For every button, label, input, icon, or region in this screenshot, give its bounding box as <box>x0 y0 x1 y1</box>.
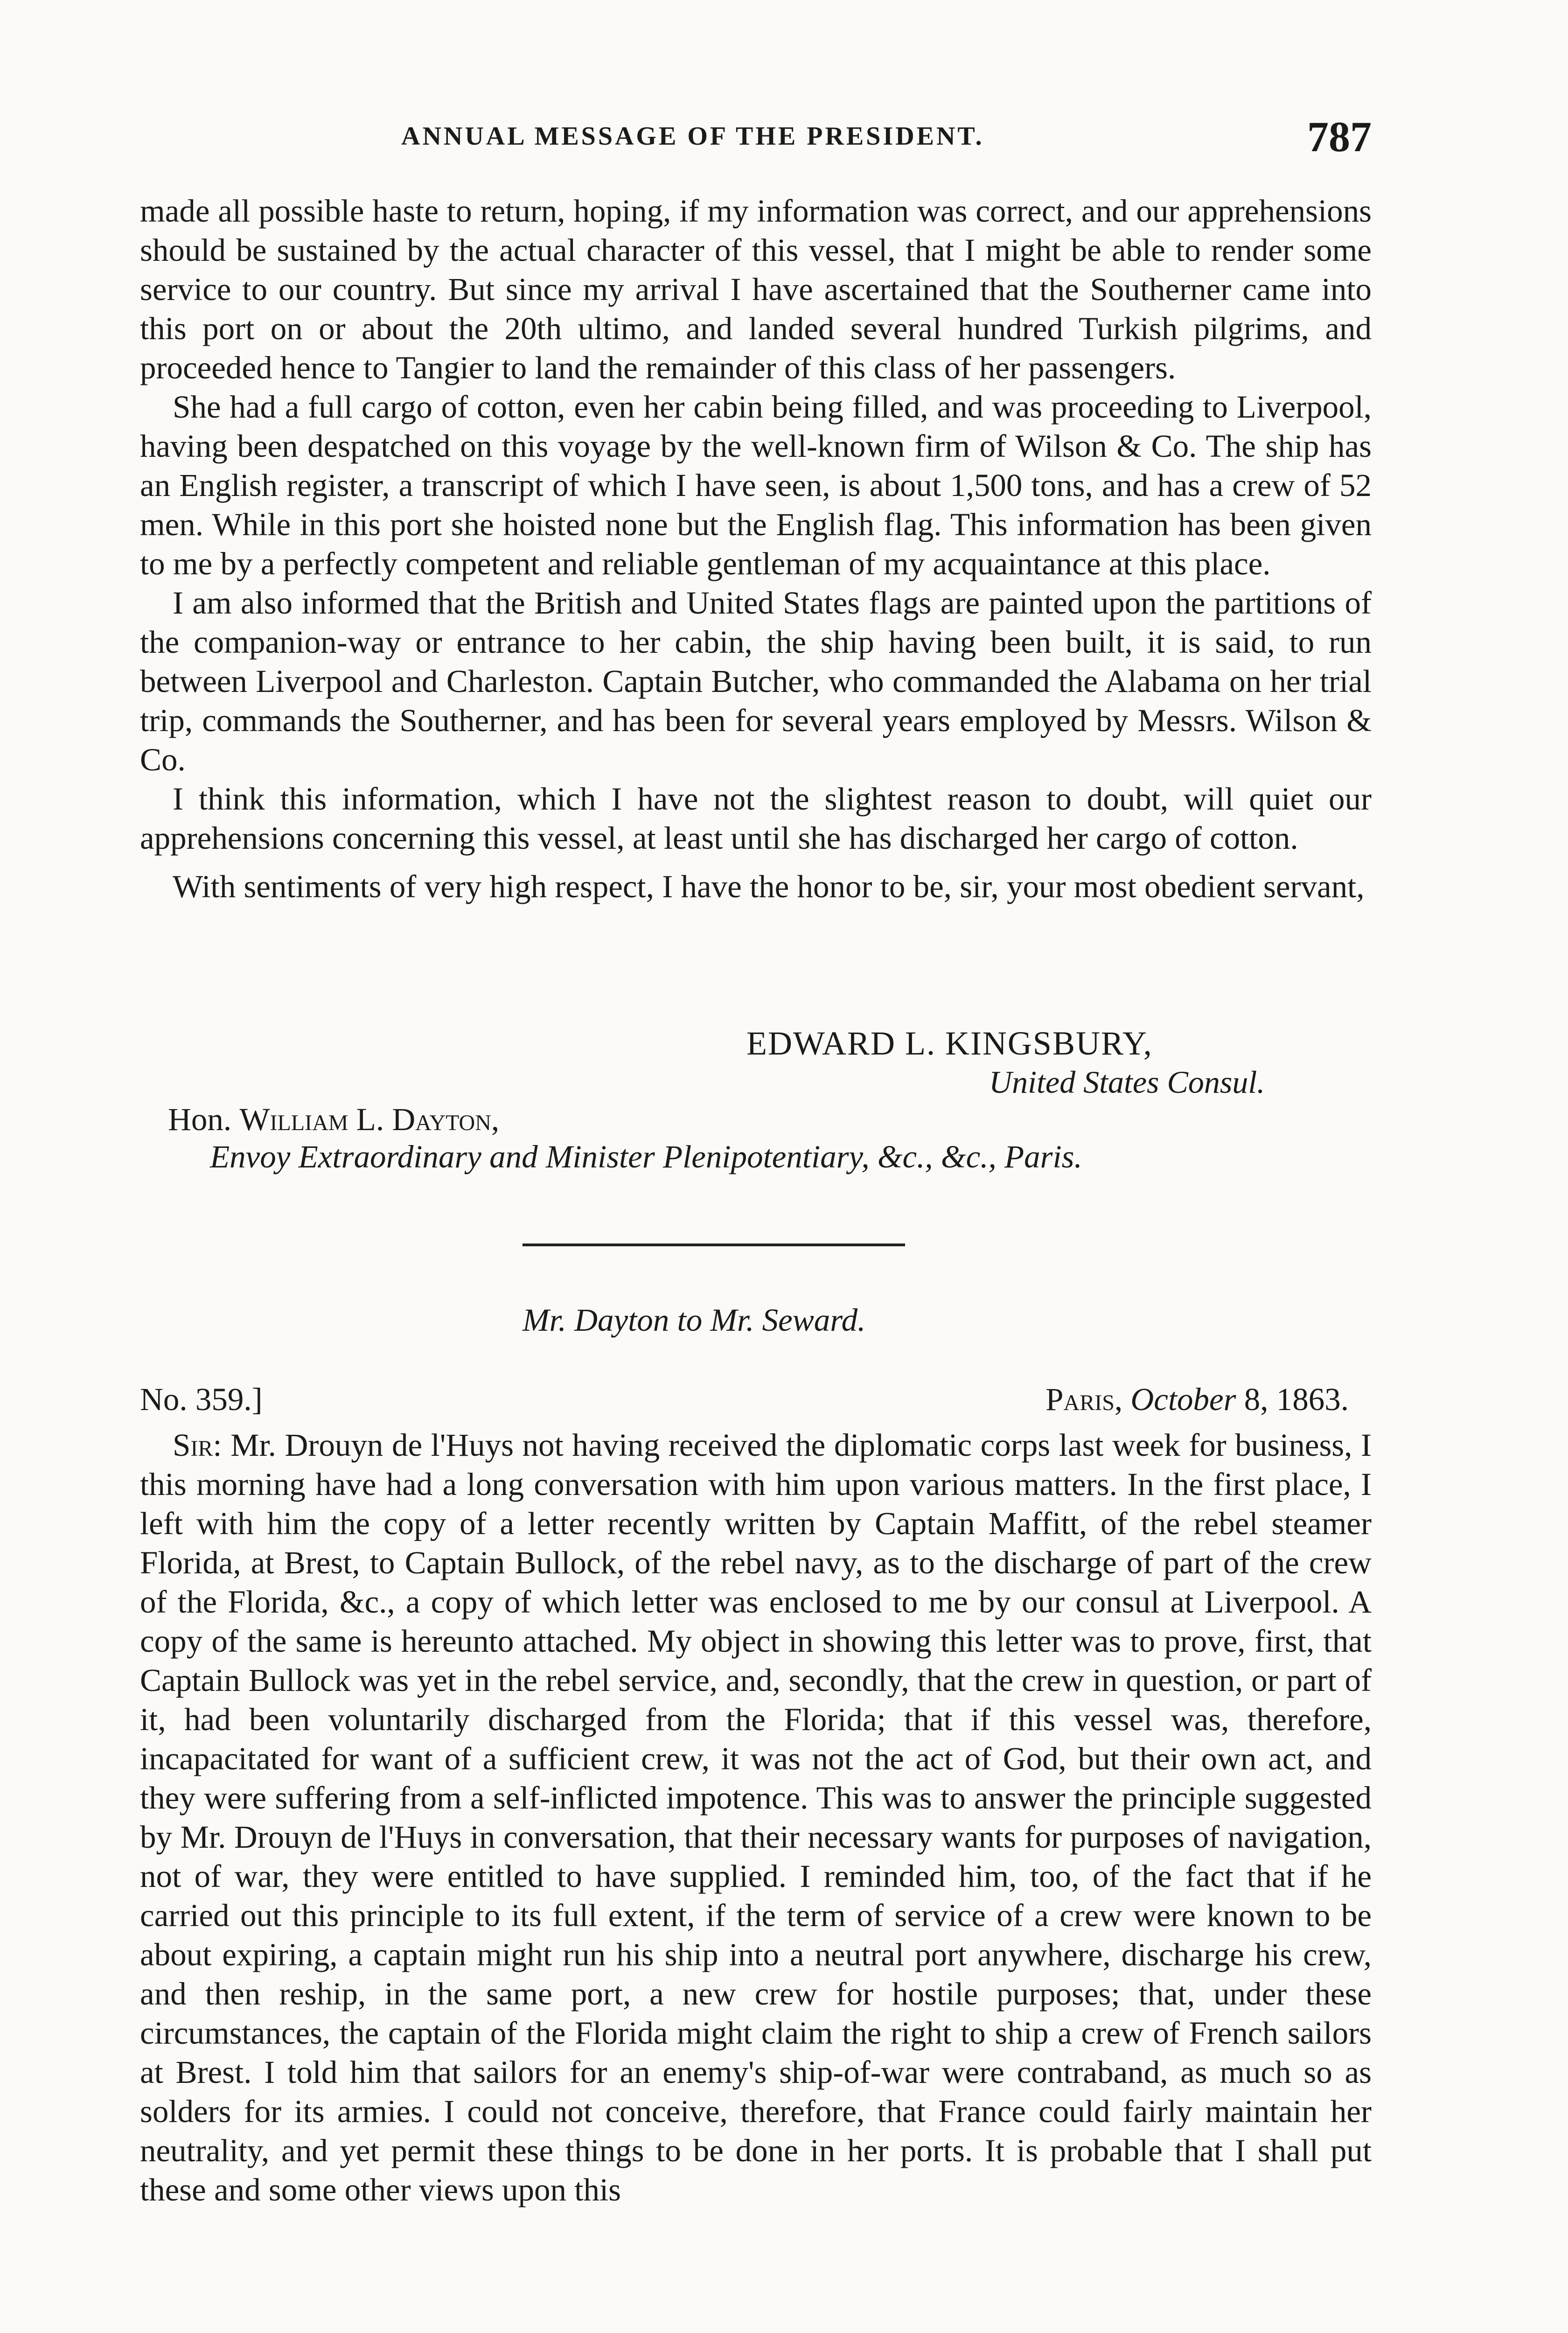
signature-name: EDWARD L. KINGSBURY, <box>746 1025 1153 1062</box>
addressee <box>168 1101 499 1138</box>
page-number: 787 <box>1307 113 1372 161</box>
running-title: ANNUAL MESSAGE OF THE PRESIDENT. <box>401 122 984 151</box>
addressee-prefix: Hon. <box>168 1102 232 1137</box>
salutation: Sir: <box>173 1427 222 1463</box>
letter-month: October <box>1130 1382 1236 1417</box>
paragraph-2: She had a full cargo of cotton, even her cabin being filled, and was proceeding to Liverpool, having been despatched on this voyage by the well-known firm of Wilson & Co. The ship has an English register, a transcript of which I have seen, is about 1,500 tons, and has a crew of 52 men. While in this port she hoisted none but the English flag. This information has been given to me by a perfectly competent and reliable gentleman of my acquaintance at this place. <box>140 389 1372 581</box>
addressee-title: Envoy Extraordinary and Minister Plenipotentiary, &c., &c., Paris. <box>210 1139 1082 1174</box>
paragraph-4: I think this information, which I have not the slightest reason to doubt, will quiet our apprehensions concerning this vessel, at least until she has discharged her cargo of cotton. <box>140 781 1372 856</box>
closing-paragraph: With sentiments of very high respect, I have the honor to be, sir, your most obedient servant, <box>173 869 1365 904</box>
paragraph-1: made all possible haste to return, hoping, if my information was correct, and our apprehensions should be sustained by the actual character of this vessel, that I might be able to render some service to our country. But since my arrival I have ascertained that the Southerner came into this port on or about the 20th ultimo, and landed several hundred Turkish pilgrims, and proceeded hence to Tangier to land the remainder of this class of her passengers. <box>140 193 1372 385</box>
addressee-name: William L. Dayton, <box>239 1102 500 1137</box>
letter-body-first <box>140 191 1372 906</box>
section-divider <box>523 1243 905 1246</box>
running-head <box>140 107 1372 168</box>
letter-dateline <box>1045 1381 1349 1418</box>
signature-title: United States Consul. <box>989 1064 1265 1100</box>
letter-date-rest: 8, 1863. <box>1244 1382 1349 1417</box>
second-letter-paragraph <box>140 1425 1372 2209</box>
paragraph-3: I am also informed that the British and United States flags are painted upon the partitions of the companion-way or entrance to her cabin, the ship having been built, it is said, to run between Liverpool and Charleston. Captain Butcher, who commanded the Alabama on her trial trip, commands the Southerner, and has been for several years employed by Messrs. Wilson & Co. <box>140 585 1372 777</box>
letter-place: Paris, <box>1045 1382 1123 1417</box>
letter-number: No. 359.] <box>140 1382 263 1417</box>
letter-heading: Mr. Dayton to Mr. Seward. <box>523 1302 866 1338</box>
second-letter-body: Mr. Drouyn de l'Huys not having received the diplomatic corps last week for business, I this morning have had a long conversation with him upon various matters. In the first place, I left with him the copy of a letter recently written by Captain Maffitt, of the rebel steamer Florida, at Brest, to Captain Bullock, of the rebel navy, as to the discharge of part of the crew of the Florida, &c., a copy of which letter was enclosed to me by our consul at Liverpool. A copy of the same is hereunto attached. My object in showing this letter was to prove, first, that Captain Bullock was yet in the rebel service, and, secondly, that the crew in question, or part of it, had been voluntarily discharged from the Florida; that if this vessel was, therefore, incapacitated for want of a sufficient crew, it was not the act of God, but their own act, and they were suffering from a self-inflicted impotence. This was to answer the principle suggested by Mr. Drouyn de l'Huys in conversation, that their necessary wants for purposes of navigation, not of war, they were entitled to have supplied. I reminded him, too, of the fact that if he carried out this principle to its full extent, if the term of service of a crew were known to be about expiring, a captain might run his ship into a neutral port anywhere, discharge his crew, and then reship, in the same port, a new crew for hostile purposes; that, under these circumstances, the captain of the Florida might claim the right to ship a crew of French sailors at Brest. I told him that sailors for an enemy's ship-of-war were contraband, as much so as solders for its armies. I could not conceive, therefore, that France could fairly maintain her neutrality, and yet permit these things to be done in her ports. It is probable that I shall put these and some other views upon this <box>140 1427 1372 2207</box>
letter-body-second <box>140 1425 1372 2209</box>
